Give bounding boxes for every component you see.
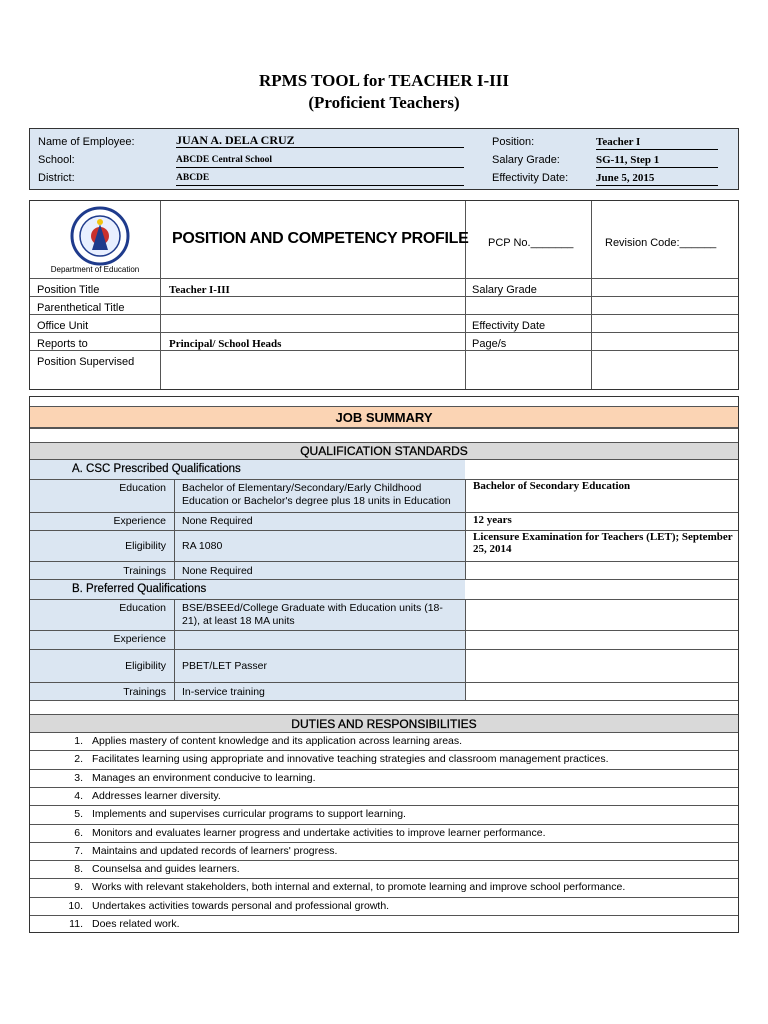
- school-value: ABCDE Central School: [176, 154, 464, 168]
- duty-text: Undertakes activities towards personal and professional growth.: [92, 899, 390, 912]
- document-title: RPMS TOOL for TEACHER I-III: [258, 71, 510, 90]
- duty-item: [30, 805, 738, 823]
- duty-number: 6.: [74, 826, 83, 839]
- duty-text: Facilitates learning using appropriate and innovative teaching strategies and classroom management practices.: [92, 753, 609, 766]
- pref-education-label: Education: [119, 602, 166, 614]
- csc-experience-value: None Required: [182, 515, 253, 527]
- office-unit-label: Office Unit: [37, 320, 89, 332]
- position-supervised-label: Position Supervised: [37, 356, 135, 368]
- reports-to-value: Principal/ School Heads: [169, 338, 282, 350]
- pref-eligibility-label: Eligibility: [125, 660, 166, 672]
- duty-text: Does related work.: [92, 918, 180, 930]
- duty-text: Counselsa and guides learners.: [92, 863, 240, 876]
- pref-experience-label: Experience: [113, 633, 166, 645]
- duties-heading: DUTIES AND RESPONSIBILITIES: [30, 714, 738, 732]
- duty-number: 3.: [74, 771, 83, 784]
- revision-code-label: Revision Code:______: [605, 237, 717, 249]
- duty-text: Implements and supervises curricular programs to support learning.: [92, 808, 406, 821]
- duty-item: [30, 897, 738, 915]
- duty-number: 5.: [74, 808, 83, 821]
- duty-number: 10.: [68, 899, 83, 912]
- csc-eligibility-label: Eligibility: [125, 540, 166, 552]
- duty-number: 8.: [74, 863, 83, 876]
- profile-table: [29, 200, 739, 390]
- position-title-label: Position Title: [37, 284, 100, 296]
- duty-number: 2.: [74, 753, 83, 766]
- duty-item: [30, 824, 738, 842]
- duty-number: 9.: [74, 881, 83, 894]
- job-summary-heading: JOB SUMMARY: [30, 406, 738, 428]
- preferred-qualifications-heading: B. Preferred Qualifications: [72, 583, 207, 595]
- duty-number: 7.: [74, 844, 83, 857]
- reports-to-label: Reports to: [37, 338, 88, 350]
- duty-item: [30, 750, 738, 768]
- school-label: School:: [38, 154, 75, 166]
- csc-trainings-label: Trainings: [123, 565, 166, 577]
- department-label: Department of Education: [50, 265, 140, 274]
- duty-item: [30, 860, 738, 878]
- salary-grade-label: Salary Grade: [472, 284, 537, 296]
- duty-number: 11.: [69, 918, 83, 930]
- csc-education-actual: Bachelor of Secondary Education: [473, 480, 631, 492]
- pref-trainings-label: Trainings: [123, 686, 166, 698]
- duty-text: Monitors and evaluates learner progress and undertake activities to improve learner performance.: [92, 826, 546, 839]
- duty-item: [30, 915, 738, 933]
- position-title-value: Teacher I-III: [169, 284, 230, 296]
- duty-text: Applies mastery of content knowledge and its application across learning areas.: [92, 735, 463, 747]
- duty-item: [30, 787, 738, 805]
- effectivity-date-label: Effectivity Date:: [492, 172, 569, 184]
- duty-number: 1.: [74, 735, 83, 747]
- duty-item: [30, 732, 738, 750]
- pref-eligibility-value: PBET/LET Passer: [182, 660, 268, 672]
- csc-education-label: Education: [119, 482, 166, 494]
- duty-text: Addresses learner diversity.: [92, 789, 221, 802]
- effectivity-date-value: June 5, 2015: [596, 172, 718, 186]
- pages-label: Page/s: [472, 338, 507, 350]
- duty-item: [30, 842, 738, 860]
- document-subtitle: (Proficient Teachers): [308, 93, 460, 112]
- parenthetical-title-label: Parenthetical Title: [37, 302, 125, 314]
- duty-item: [30, 769, 738, 787]
- pref-trainings-value: In-service training: [182, 686, 265, 698]
- position-label: Position:: [492, 136, 535, 148]
- csc-eligibility-value: RA 1080: [182, 540, 223, 552]
- csc-trainings-value: None Required: [182, 565, 253, 577]
- name-value: JUAN A. DELA CRUZ: [176, 134, 464, 148]
- duty-item: [30, 878, 738, 896]
- deped-seal-icon: [70, 206, 130, 266]
- csc-experience-actual: 12 years: [473, 514, 512, 526]
- csc-qualifications-heading: A. CSC Prescribed Qualifications: [72, 463, 241, 475]
- effectivity-date-label: Effectivity Date: [472, 320, 546, 332]
- employee-info-box: [29, 128, 739, 190]
- duty-text: Maintains and updated records of learners' progress.: [92, 844, 338, 857]
- pcp-no-label: PCP No._______: [488, 237, 574, 249]
- duty-text: Works with relevant stakeholders, both internal and external, to promote learning and improve school performance.: [92, 881, 626, 894]
- district-label: District:: [38, 172, 75, 184]
- qualifications-and-duties: [29, 396, 739, 933]
- duty-text: Manages an environment conducive to learning.: [92, 771, 316, 784]
- district-value: ABCDE: [176, 172, 464, 186]
- salary-grade-label: Salary Grade:: [492, 154, 560, 166]
- salary-grade-value: SG-11, Step 1: [596, 154, 718, 168]
- csc-experience-label: Experience: [113, 515, 166, 527]
- csc-education-value: Bachelor of Elementary/Secondary/Early Childhood Education or Bachelor's degree plus 18 units in Education: [182, 482, 451, 507]
- qualification-standards-heading: QUALIFICATION STANDARDS: [30, 442, 738, 460]
- pref-education-value: BSE/BSEEd/College Graduate with Education units (18-21), at least 18 MA units: [182, 602, 443, 627]
- name-label: Name of Employee:: [38, 136, 135, 148]
- duty-number: 4.: [74, 789, 83, 802]
- profile-title: POSITION AND COMPETENCY PROFILE: [172, 230, 469, 247]
- position-value: Teacher I: [596, 136, 718, 150]
- csc-eligibility-actual: Licensure Examination for Teachers (LET); September 25, 2014: [473, 531, 733, 555]
